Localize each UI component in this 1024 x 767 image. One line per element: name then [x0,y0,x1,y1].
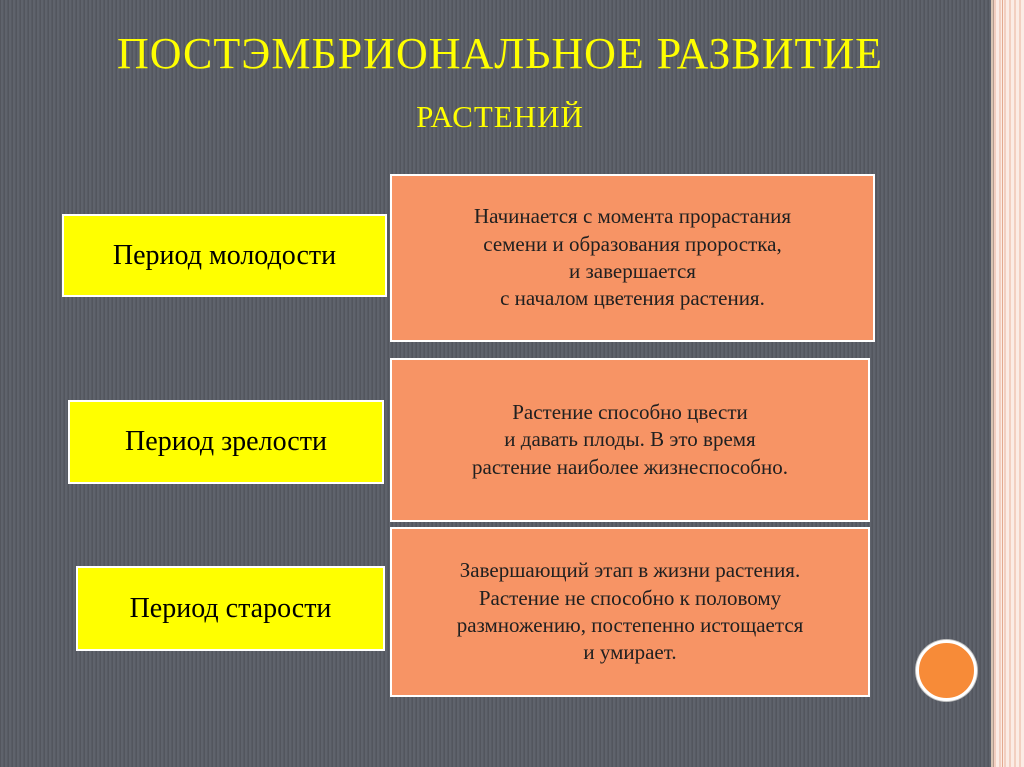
period-youth-description [390,174,875,342]
description-line: растение наиболее жизнеспособно. [472,454,788,479]
period-old-age-label: Период старости [129,592,332,624]
description-line: и завершается [569,259,696,283]
description-line: семени и образования проростка, [483,231,782,256]
period-old-age-description [390,527,870,697]
description-line: Растение не способно к половому [478,585,782,610]
period-youth-box [62,214,387,297]
title-line-1: ПОСТЭМБРИОНАЛЬНОЕ РАЗВИТИЕ [116,29,884,78]
description-line: и давать плоды. В это время [504,427,756,452]
description-line: размножению, постепенно истощается [456,613,804,637]
title-line-2: растений [416,87,584,137]
decorative-circle-icon [916,640,977,701]
period-maturity-box [68,400,384,484]
period-old-age-box [76,566,385,651]
strip-line [1002,0,1003,767]
period-maturity-label: Период зрелости [125,426,327,457]
description-line: Начинается с момента прорастания [473,204,792,229]
period-maturity-description [390,358,870,522]
slide-title [60,28,940,140]
decorative-side-strip [993,0,1024,767]
period-youth-label: Период молодости [112,239,337,271]
description-line: Растение способно цвести [512,400,748,425]
description-line: с началом цветения растения. [500,286,765,311]
description-line: Завершающий этап в жизни растения. [459,558,801,583]
description-line: и умирает. [583,640,677,665]
